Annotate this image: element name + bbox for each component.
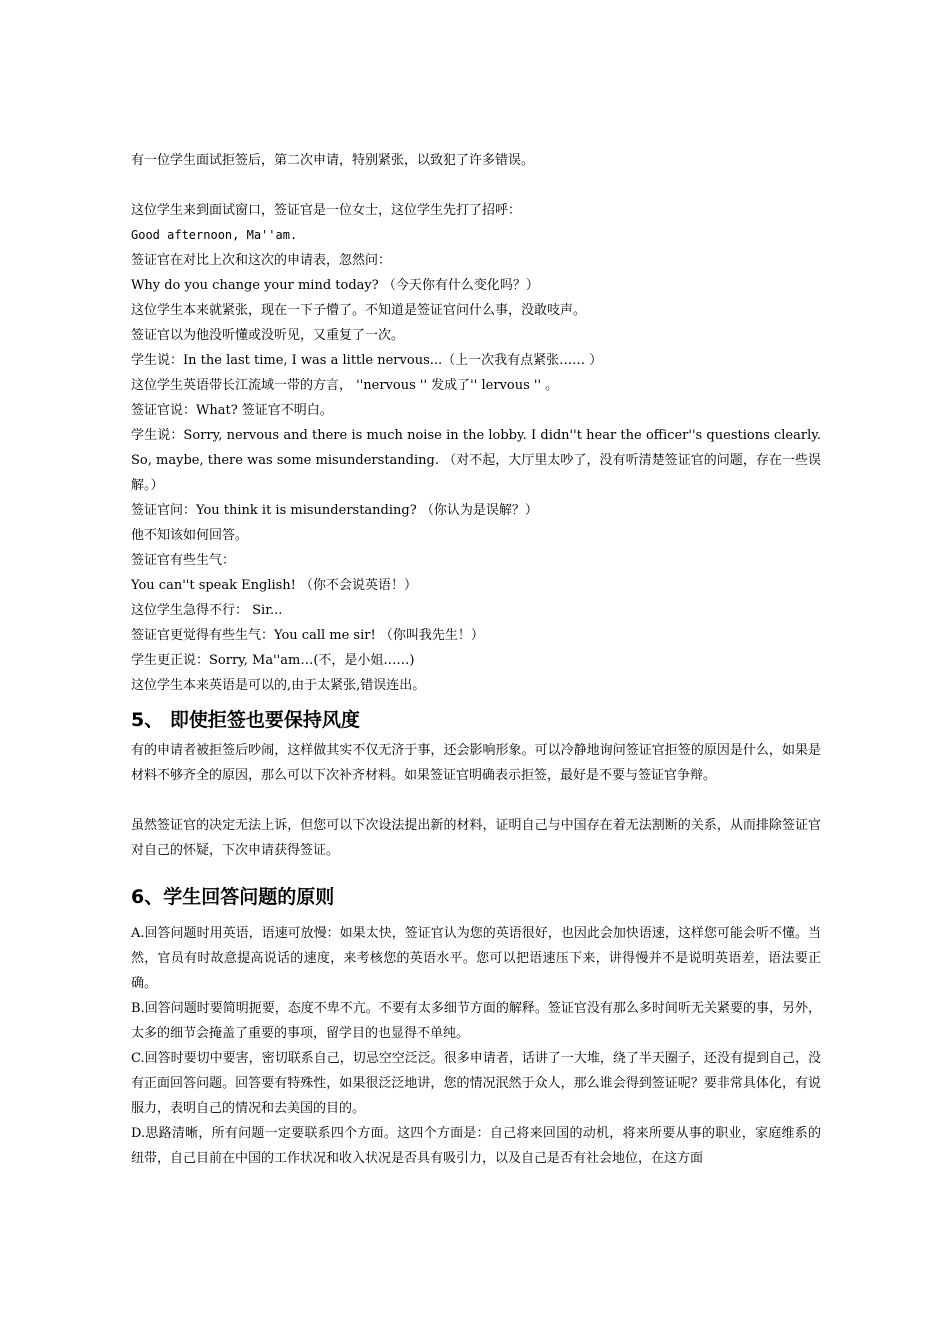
text-line: 签证官在对比上次和这次的申请表，忽然问： xyxy=(131,253,392,268)
text-line: 学生更正说：Sorry, Ma''am…(不，是小姐……) xyxy=(131,653,415,668)
text-line: 这位学生来到面试窗口，签证官是一位女士，这位学生先打了招呼： xyxy=(131,203,522,218)
text-line: You can''t speak English! （你不会说英语！） xyxy=(131,578,418,593)
section-heading: 5、 即使拒签也要保持风度 xyxy=(131,709,360,731)
dialogue-paragraph: 学生说：Sorry, nervous and there is much noise in the lobby. I didn''t hear the officer''s questions clearly. So, maybe, there was some misunderstanding. （对不起，大厅里太吵了，没有听清楚签证官的问题，存在一些误解。） xyxy=(131,428,821,493)
text-line: 这位学生英语带长江流域一带的方言， ''nervous '' 发成了'' lervous '' 。 xyxy=(131,378,559,393)
section-paragraph: 虽然签证官的决定无法上诉，但您可以下次设法提出新的材料，证明自己与中国存在着无法割断的关系，从而排除签证官对自己的怀疑，下次申请获得签证。 xyxy=(131,818,821,858)
text-line: Why do you change your mind today? （今天你有什么变化吗？） xyxy=(131,278,539,293)
principle-b: B.回答问题时要简明扼要，态度不卑不亢。不要有太多细节方面的解释。签证官没有那么多时间听无关紧要的事，另外，太多的细节会掩盖了重要的事项，留学目的也显得不单纯。 xyxy=(131,1001,821,1041)
section-heading: 6、学生回答问题的原则 xyxy=(131,886,335,908)
text-line: 签证官问：You think it is misunderstanding? （你认为是误解？） xyxy=(131,503,538,518)
text-line: 这位学生急得不行： Sir... xyxy=(131,603,283,618)
text-line: 有一位学生面试拒签后，第二次申请，特别紧张，以致犯了许多错误。 xyxy=(131,153,535,168)
text-line: Good afternoon, Ma''am. xyxy=(131,228,298,242)
blank-line xyxy=(131,173,821,198)
principle-d: D.思路清晰，所有问题一定要联系四个方面。这四个方面是：自己将来回国的动机，将来所要从事的职业，家庭维系的纽带，自己目前在中国的工作状况和收入状况是否具有吸引力，以及自己是否有社会地位，在这方面 xyxy=(131,1126,821,1166)
principle-a: A.回答问题时用英语，语速可放慢：如果太快，签证官认为您的英语很好，也因此会加快语速，这样您可能会听不懂。当然，官员有时故意提高说话的速度，来考核您的英语水平。您可以把语速压下来，讲得慢并不是说明英语差，语法要正确。 xyxy=(131,926,821,991)
text-line: 这位学生本来就紧张，现在一下子懵了。不知道是签证官问什么事，没敢吱声。 xyxy=(131,303,587,318)
blank-line xyxy=(131,788,821,813)
text-line: 这位学生本来英语是可以的,由于太紧张,错误连出。 xyxy=(131,678,426,693)
text-line: 签证官说：What? 签证官不明白。 xyxy=(131,403,333,418)
text-line: 签证官有些生气： xyxy=(131,553,236,568)
section-paragraph: 有的申请者被拒签后吵闹，这样做其实不仅无济于事，还会影响形象。可以冷静地询问签证官拒签的原因是什么，如果是材料不够齐全的原因，那么可以下次补齐材料。如果签证官明确表示拒签，最好是不要与签证官争辩。 xyxy=(131,743,821,783)
text-line: 签证官以为他没听懂或没听见，又重复了一次。 xyxy=(131,328,405,343)
text-line: 他不知该如何回答。 xyxy=(131,528,249,543)
text-line: 学生说：In the last time, I was a little nervous...（上一次我有点紧张…… ） xyxy=(131,353,603,368)
text-line: 签证官更觉得有些生气：You call me sir! （你叫我先生！） xyxy=(131,628,484,643)
document-body xyxy=(131,148,821,1171)
principle-c: C.回答时要切中要害，密切联系自己，切忌空空泛泛。很多申请者，话讲了一大堆，绕了半天圈子，还没有提到自己，没有正面回答问题。回答要有特殊性，如果很泛泛地讲，您的情况泯然于众人，那么谁会得到签证呢？要非常具体化，有说服力，表明自己的情况和去美国的目的。 xyxy=(131,1051,821,1116)
